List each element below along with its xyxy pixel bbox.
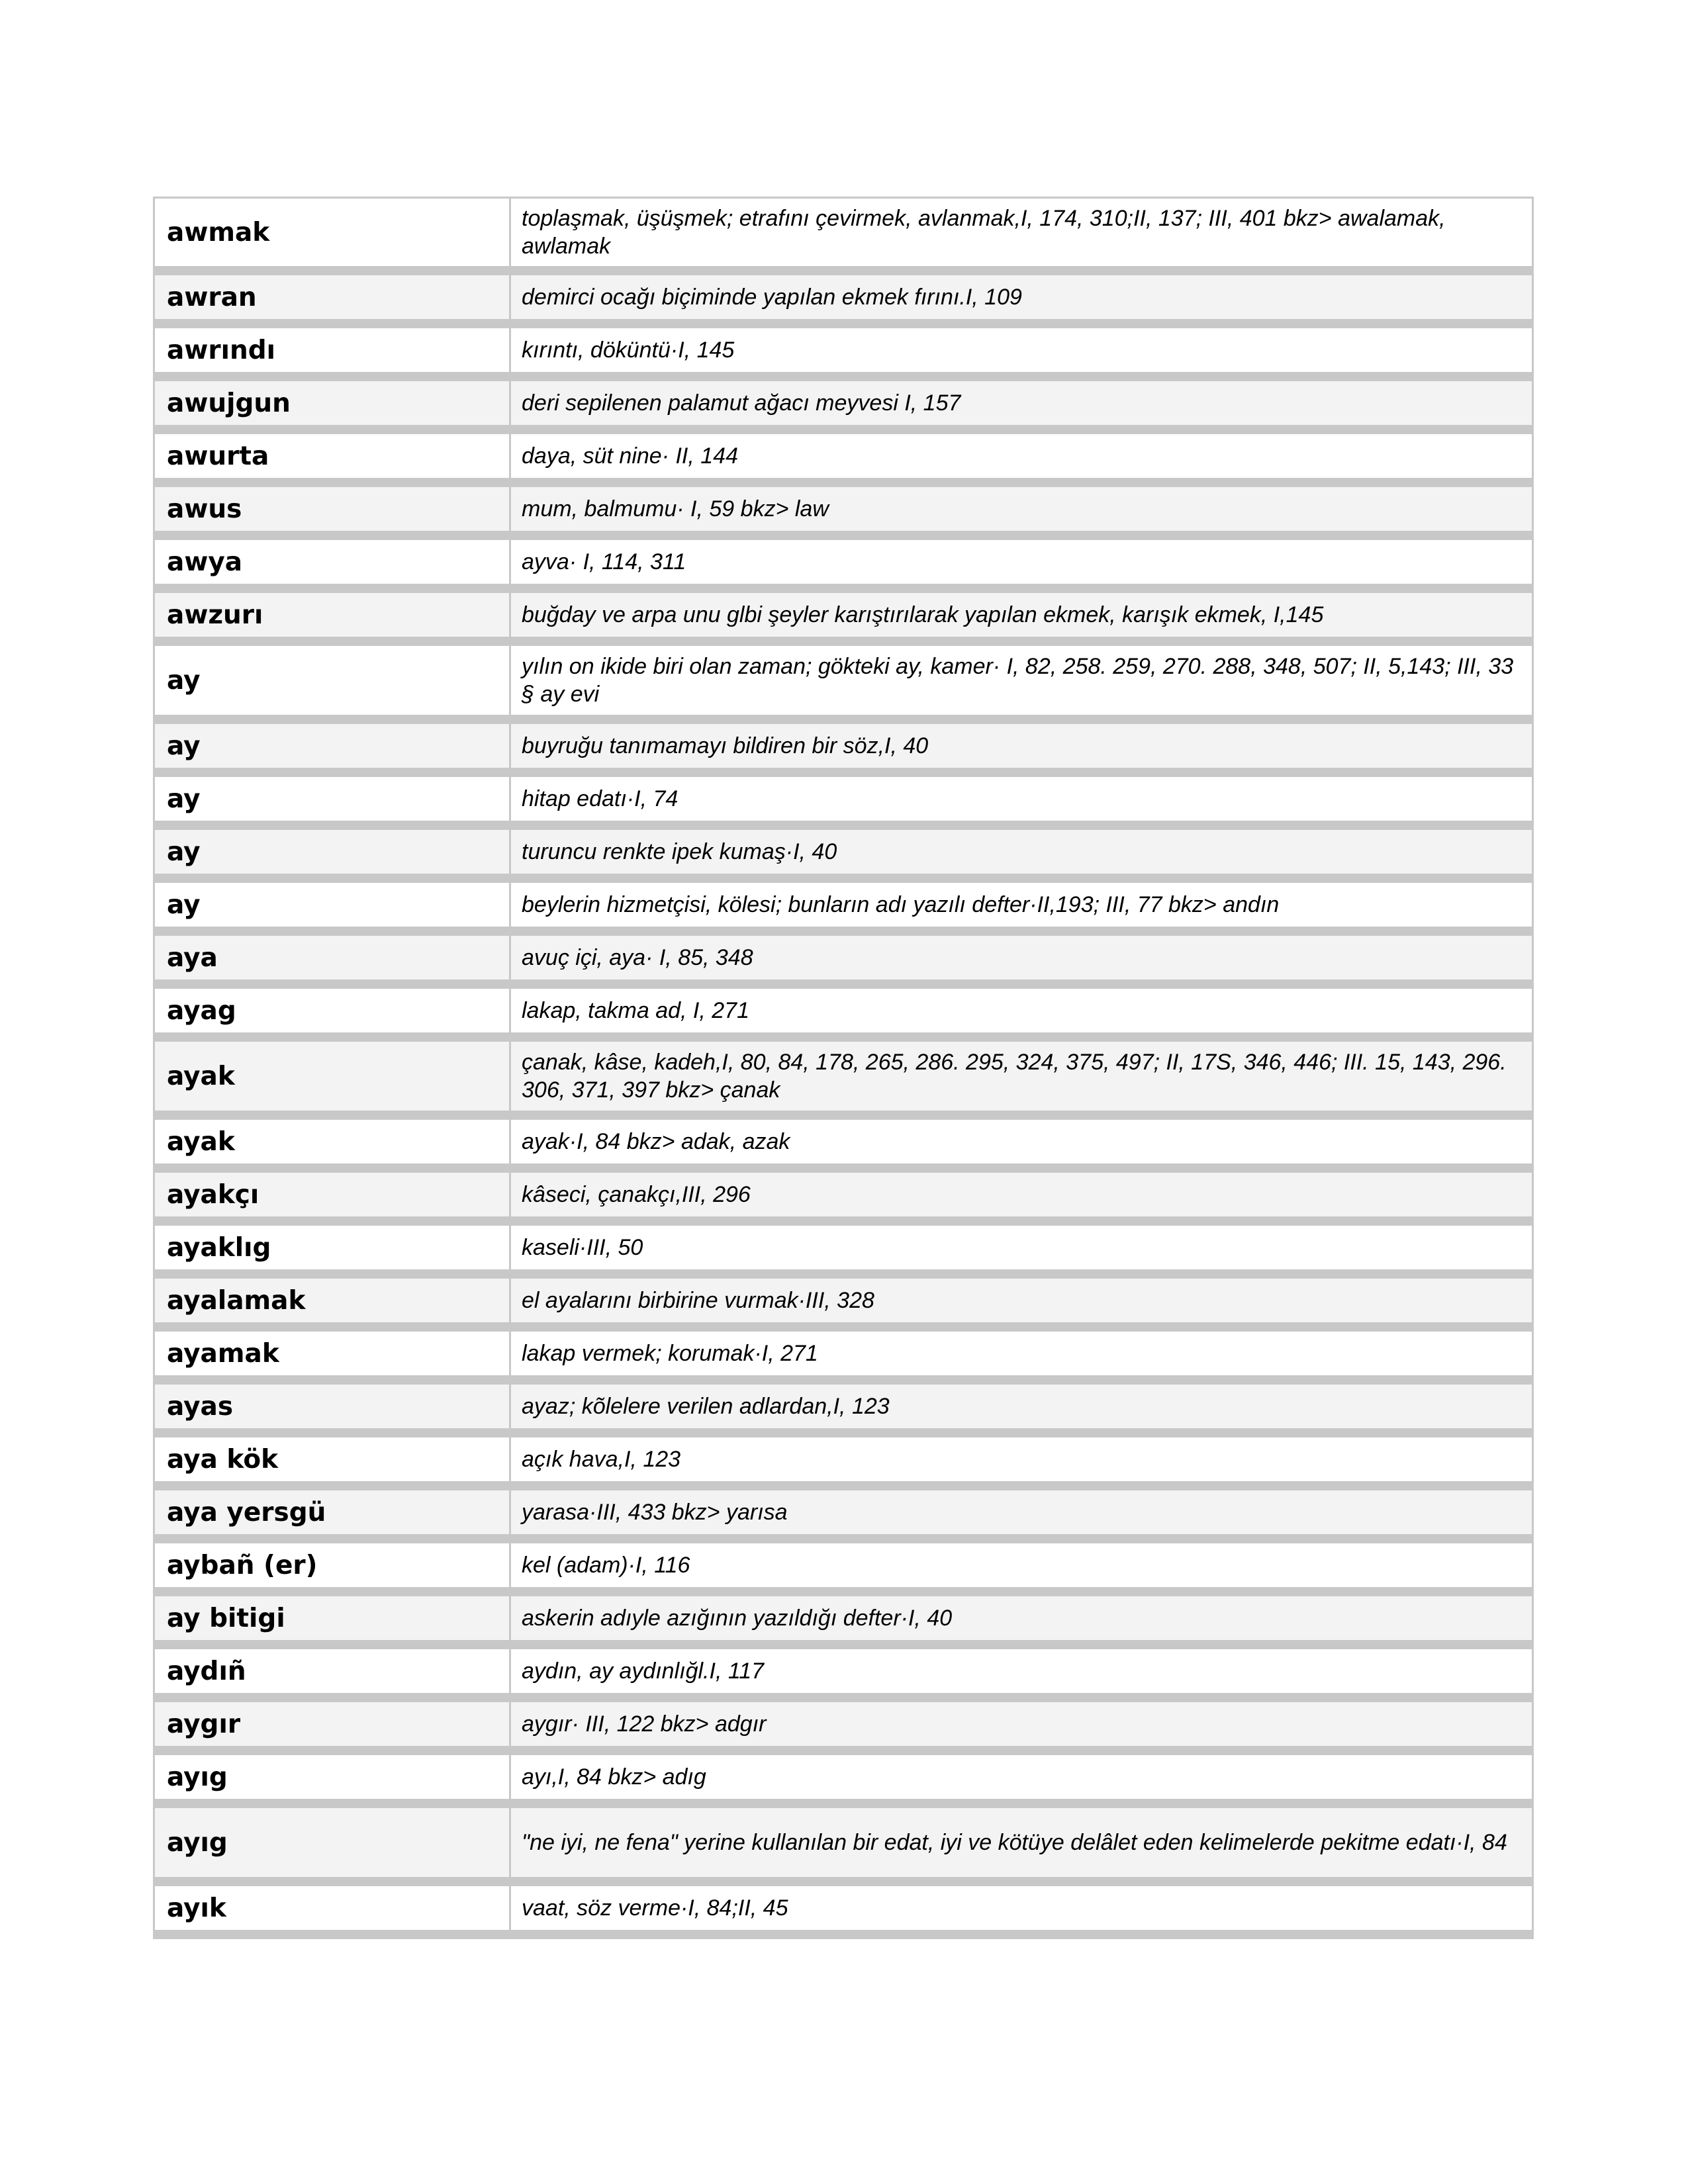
table-row <box>155 883 1532 936</box>
entry-term: ayaklıg <box>155 1226 511 1269</box>
entry-definition: ayı,I, 84 bkz> adıg <box>522 1764 706 1790</box>
entry-term: awzurı <box>155 593 511 637</box>
entry-term: aya yersgü <box>155 1490 511 1534</box>
table-row <box>155 1649 1532 1702</box>
entry-definition: askerin adıyle azığının yazıldığı defter·I, 40 <box>522 1606 953 1631</box>
table-row <box>155 593 1532 646</box>
entry-term: awrındı <box>155 328 511 372</box>
table-row <box>155 1332 1532 1385</box>
entry-definition: çanak, kâse, kadeh,I, 80, 84, 178, 265, 286. 295, 324, 375, 497; II, 17S, 346, 446; III. 15, 143, 296. 306, 371, 397 bkz> çanak <box>522 1050 1507 1103</box>
dictionary-table <box>153 197 1534 1939</box>
entry-definition: vaat, söz verme·I, 84;II, 45 <box>522 1895 788 1921</box>
entry-definition: buyruğu tanımamayı bildiren bir söz,I, 40 <box>522 733 929 758</box>
table-row <box>155 540 1532 593</box>
entry-term: ayak <box>155 1042 511 1111</box>
entry-definition: ayva· I, 114, 311 <box>522 549 686 574</box>
table-row <box>155 1120 1532 1173</box>
entry-term: ayakçı <box>155 1173 511 1216</box>
table-row <box>155 830 1532 883</box>
entry-term: ayıg <box>155 1808 511 1877</box>
entry-definition: lakap, takma ad, I, 271 <box>522 998 749 1023</box>
entry-term: aya kök <box>155 1437 511 1481</box>
entry-definition: aydın, ay aydınlığl.I, 117 <box>522 1659 765 1684</box>
entry-term: ayıg <box>155 1755 511 1799</box>
entry-term: ay <box>155 883 511 927</box>
entry-term: ay bitigi <box>155 1596 511 1640</box>
table-row <box>155 199 1532 275</box>
entry-definition: toplaşmak, üşüşmek; etrafını çevirmek, avlanmak,I, 174, 310;II, 137; III, 401 bkz> awalamak, awlamak <box>522 206 1446 259</box>
entry-definition: yılın on ikide biri olan zaman; gökteki ay, kamer· I, 82, 258. 259, 270. 288, 348, 507; II, 5,143; III, 33 § ay evi <box>522 654 1514 707</box>
table-row <box>155 1596 1532 1649</box>
entry-term: ayamak <box>155 1332 511 1375</box>
entry-definition: hitap edatı·I, 74 <box>522 786 679 811</box>
entry-term: ayag <box>155 989 511 1032</box>
entry-definition: kırıntı, döküntü·I, 145 <box>522 338 735 363</box>
entry-term: awujgun <box>155 381 511 425</box>
table-row <box>155 381 1532 434</box>
entry-definition: demirci ocağı biçiminde yapılan ekmek fırını.I, 109 <box>522 285 1022 310</box>
table-row <box>155 275 1532 328</box>
table-row <box>155 724 1532 777</box>
entry-definition: avuç içi, aya· I, 85, 348 <box>522 945 753 970</box>
entry-term: awya <box>155 540 511 584</box>
table-row <box>155 1543 1532 1596</box>
entry-definition: kâseci, çanakçı,III, 296 <box>522 1182 751 1207</box>
entry-term: awran <box>155 275 511 319</box>
table-row <box>155 646 1532 724</box>
table-row <box>155 1173 1532 1226</box>
entry-definition: beylerin hizmetçisi, kölesi; bunların adı yazılı defter·II,193; III, 77 bkz> andın <box>522 892 1280 917</box>
table-row <box>155 1490 1532 1543</box>
table-row <box>155 1226 1532 1279</box>
entry-term: ayık <box>155 1886 511 1930</box>
entry-term: ay <box>155 777 511 821</box>
table-row <box>155 1437 1532 1490</box>
entry-definition: açık hava,I, 123 <box>522 1447 681 1472</box>
entry-term: ayas <box>155 1385 511 1428</box>
entry-term: awus <box>155 487 511 531</box>
entry-term: ayak <box>155 1120 511 1163</box>
table-row <box>155 936 1532 989</box>
table-row <box>155 1279 1532 1332</box>
entry-term: aya <box>155 936 511 979</box>
table-row <box>155 328 1532 381</box>
entry-definition: yarasa·III, 433 bkz> yarısa <box>522 1500 788 1525</box>
entry-definition: buğday ve arpa unu glbi şeyler karıştırılarak yapılan ekmek, karışık ekmek, I,145 <box>522 602 1324 627</box>
entry-definition: el ayalarını birbirine vurmak·III, 328 <box>522 1288 874 1313</box>
table-row <box>155 1808 1532 1886</box>
table-row <box>155 1385 1532 1437</box>
entry-term: aygır <box>155 1702 511 1746</box>
entry-definition: daya, süt nine· II, 144 <box>522 443 738 469</box>
table-row <box>155 1886 1532 1939</box>
entry-term: awurta <box>155 434 511 478</box>
table-row <box>155 1755 1532 1808</box>
entry-term: ay <box>155 830 511 874</box>
entry-term: ay <box>155 646 511 715</box>
entry-definition: "ne iyi, ne fena" yerine kullanılan bir edat, iyi ve kötüye delâlet eden kelimelerde pekitme edatı·I, 84 <box>522 1830 1507 1855</box>
entry-definition: lakap vermek; korumak·I, 271 <box>522 1341 818 1366</box>
entry-definition: kel (adam)·I, 116 <box>522 1553 690 1578</box>
table-row <box>155 989 1532 1042</box>
entry-definition: ayak·I, 84 bkz> adak, azak <box>522 1129 790 1154</box>
entry-definition: aygır· III, 122 bkz> adgır <box>522 1711 767 1737</box>
entry-definition: turuncu renkte ipek kumaş·I, 40 <box>522 839 837 864</box>
table-row <box>155 487 1532 540</box>
table-row <box>155 434 1532 487</box>
entry-definition: mum, balmumu· I, 59 bkz> law <box>522 496 829 522</box>
table-row <box>155 777 1532 830</box>
entry-definition: deri sepilenen palamut ağacı meyvesi I, 157 <box>522 390 961 416</box>
entry-term: aybañ (er) <box>155 1543 511 1587</box>
entry-term: ayalamak <box>155 1279 511 1322</box>
table-row <box>155 1042 1532 1120</box>
table-row <box>155 1702 1532 1755</box>
entry-definition: kaseli·III, 50 <box>522 1235 643 1260</box>
entry-term: ay <box>155 724 511 768</box>
entry-term: aydıñ <box>155 1649 511 1693</box>
entry-definition: ayaz; kõlelere verilen adlardan,I, 123 <box>522 1394 890 1419</box>
entry-term: awmak <box>155 199 511 266</box>
